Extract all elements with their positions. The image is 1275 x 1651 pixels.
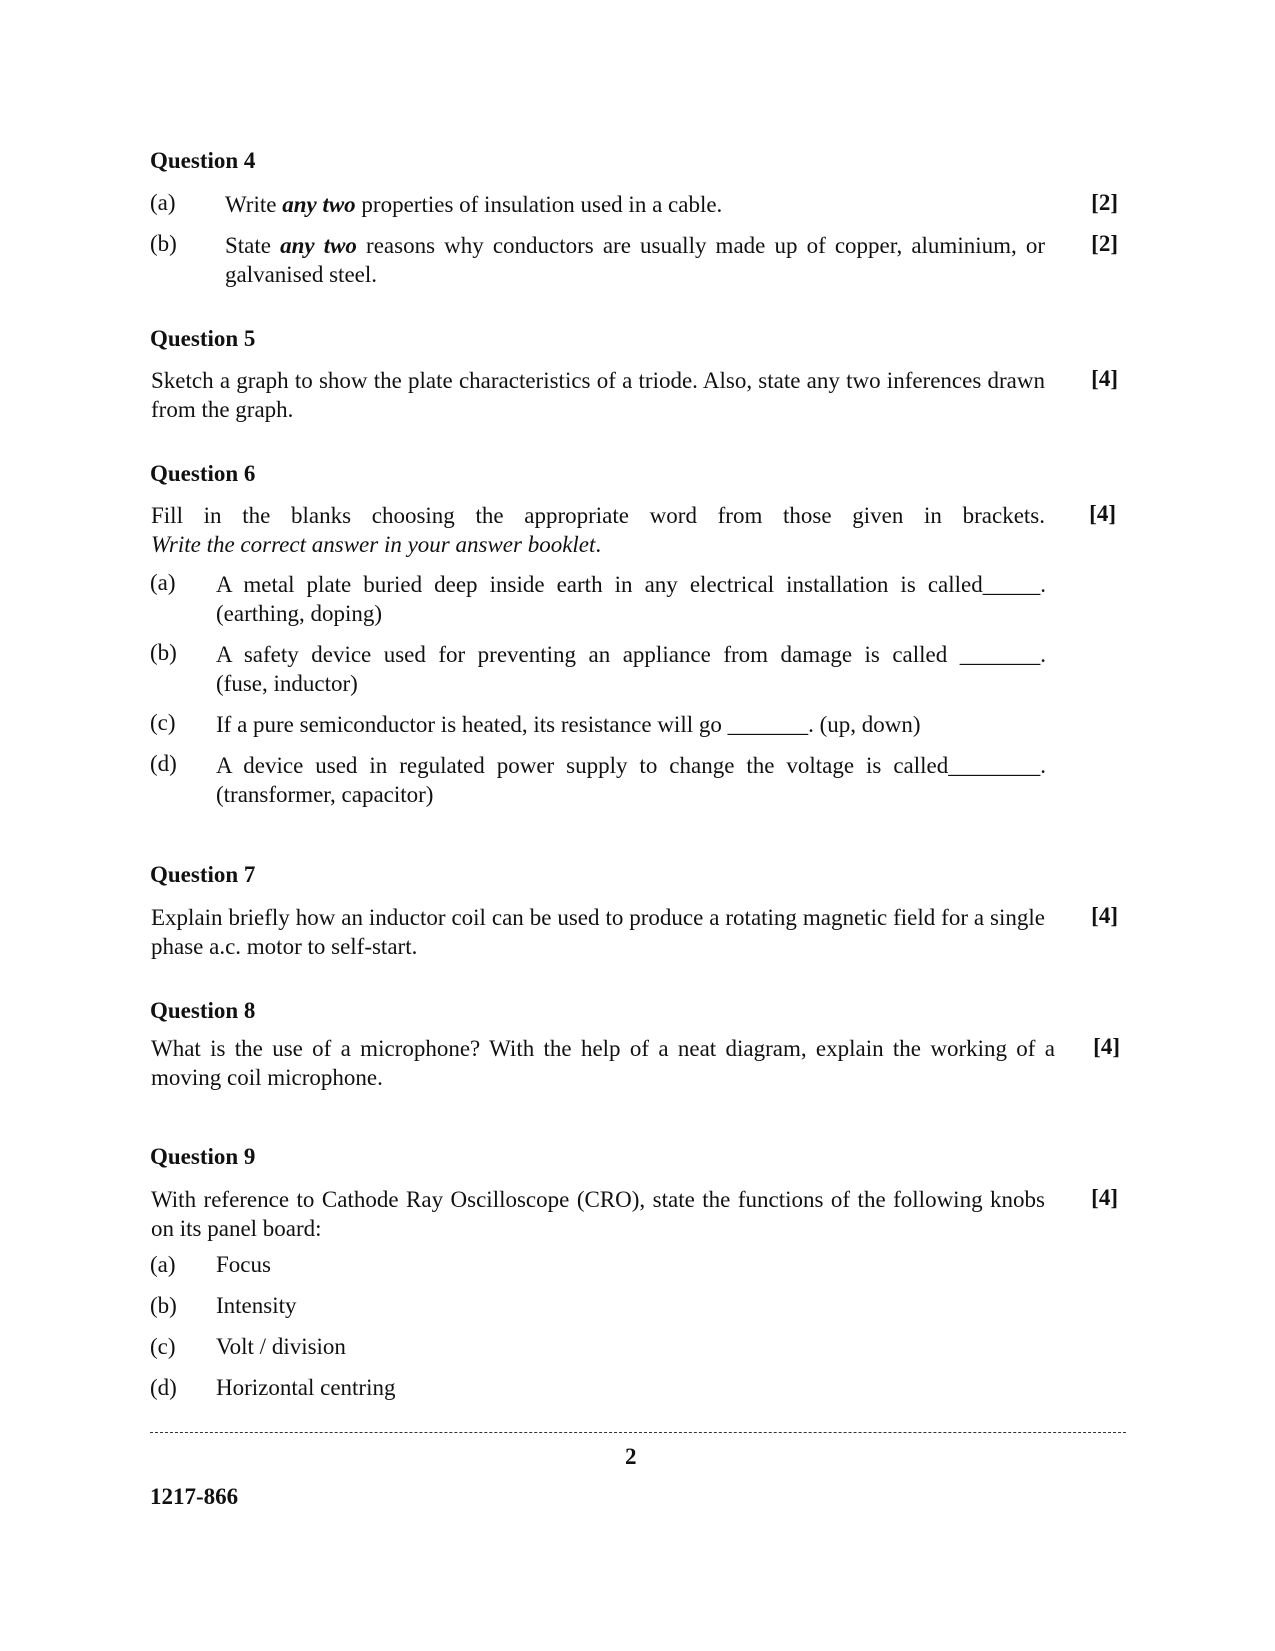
- q4-a-post: properties of insulation used in a cable.: [355, 192, 723, 217]
- q5-marks: [4]: [1091, 366, 1118, 391]
- q8-marks: [4]: [1093, 1034, 1120, 1059]
- q6-b-label: (b): [150, 640, 177, 665]
- q9-marks: [4]: [1091, 1185, 1118, 1210]
- q4-b-label: (b): [150, 231, 177, 256]
- q6-c-line1: If a pure semiconductor is heated, its resistance will go _______. (up, down): [216, 712, 921, 737]
- footer-separator: [150, 1432, 1126, 1433]
- q4-a-text: [225, 190, 1045, 219]
- question-6-title: Question 6: [150, 461, 256, 486]
- q4-b-pre: State: [225, 233, 281, 258]
- q7-text: Explain briefly how an inductor coil can be used to produce a rotating magnetic field for a single phase a.c. motor to self-start.: [151, 905, 1045, 959]
- q6-a-text: [216, 570, 1046, 628]
- q9-a-label: (a): [150, 1252, 176, 1277]
- q6-a-line2: (earthing, doping): [216, 601, 383, 626]
- q6-intro: [151, 501, 1045, 559]
- q9-b-label: (b): [150, 1293, 177, 1318]
- q7-marks: [4]: [1091, 903, 1118, 928]
- q6-b-text: [216, 640, 1046, 698]
- q6-b-line1: A safety device used for preventing an appliance from damage is called _______.: [216, 642, 1046, 667]
- q4-b-emphasis: any two: [280, 233, 357, 258]
- q4-a-marks: [2]: [1091, 190, 1118, 215]
- q4-a-emphasis: any two: [282, 192, 356, 217]
- q9-c-text: Volt / division: [216, 1334, 346, 1359]
- question-8-title: Question 8: [150, 998, 256, 1023]
- paper-code: 1217-866: [150, 1484, 239, 1509]
- question-4-title: Question 4: [150, 148, 256, 173]
- q9-d-text: Horizontal centring: [216, 1375, 396, 1400]
- q8-text: What is the use of a microphone? With the help of a neat diagram, explain the working of a moving coil microphone.: [151, 1036, 1055, 1090]
- q6-b-line2: (fuse, inductor): [216, 671, 358, 696]
- q9-text: With reference to Cathode Ray Oscilloscope (CRO), state the functions of the following knobs on its panel board:: [151, 1187, 1045, 1241]
- q9-c-label: (c): [150, 1334, 176, 1359]
- q9-b-text: Intensity: [216, 1293, 297, 1318]
- q4-a-label: (a): [150, 190, 176, 215]
- question-9-title: Question 9: [150, 1144, 256, 1169]
- q6-marks: [4]: [1089, 501, 1116, 526]
- q4-b-post: reasons why conductors are usually made up of copper, aluminium, or galvanised steel.: [225, 233, 1045, 287]
- q9-a-text: Focus: [216, 1252, 271, 1277]
- q6-c-text: [216, 710, 1046, 739]
- q6-a-label: (a): [150, 570, 176, 595]
- q6-d-line1: A device used in regulated power supply to change the voltage is called________.: [216, 753, 1046, 778]
- page-number: 2: [625, 1444, 637, 1469]
- q6-intro-italic: Write the correct answer in your answer booklet: [151, 532, 596, 557]
- question-5-title: Question 5: [150, 326, 256, 351]
- q6-c-label: (c): [150, 710, 176, 735]
- q4-b-text: [225, 231, 1045, 289]
- q6-a-line1: A metal plate buried deep inside earth in any electrical installation is called_____.: [216, 572, 1046, 597]
- q5-text: Sketch a graph to show the plate characteristics of a triode. Also, state any two inferences drawn from the graph.: [151, 368, 1045, 422]
- q6-d-line2: (transformer, capacitor): [216, 782, 434, 807]
- q9-d-label: (d): [150, 1375, 177, 1400]
- q6-intro-italic-line: Write the correct answer in your answer booklet.: [151, 532, 602, 557]
- q4-a-pre: Write: [225, 192, 283, 217]
- q6-intro-text: Fill in the blanks choosing the appropriate word from those given in brackets.: [151, 503, 1045, 528]
- q6-d-text: [216, 751, 1046, 809]
- q6-d-label: (d): [150, 751, 177, 776]
- question-7-title: Question 7: [150, 862, 256, 887]
- q4-b-marks: [2]: [1091, 231, 1118, 256]
